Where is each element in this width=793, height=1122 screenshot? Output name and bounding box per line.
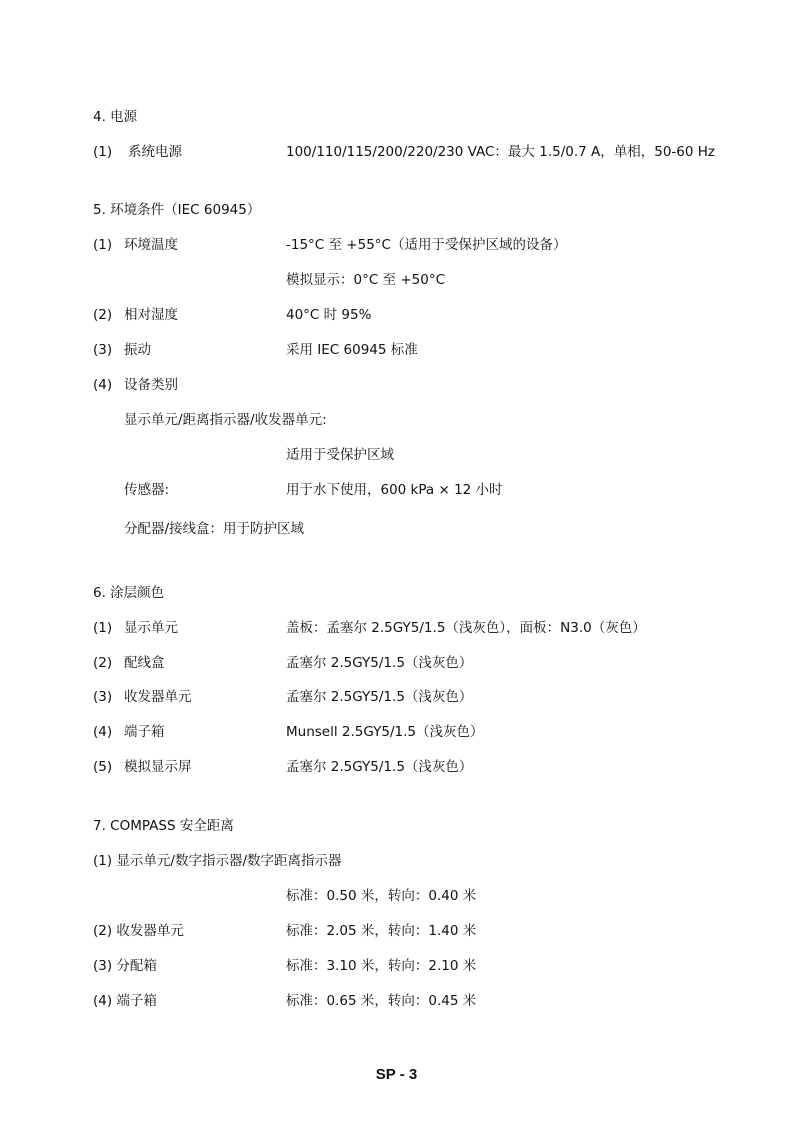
- sub-item-text: 显示单元/距离指示器/收发器单元:: [124, 412, 327, 428]
- item-label: 收发器单元: [124, 689, 192, 705]
- item-number: (4): [93, 724, 113, 740]
- item-number: (2): [93, 655, 113, 671]
- item-label: (3) 分配箱: [93, 958, 157, 974]
- item-value: 标准：0.50 米，转向：0.40 米: [286, 888, 477, 904]
- item-label: 系统电源: [128, 144, 182, 160]
- item-number: (2): [93, 307, 113, 323]
- item-number: (5): [93, 759, 113, 775]
- item-value: -15°C 至 +55°C（适用于受保护区域的设备）: [286, 237, 567, 253]
- item-value: 孟塞尔 2.5GY5/1.5（浅灰色）: [286, 655, 473, 671]
- item-value: 盖板：孟塞尔 2.5GY5/1.5（浅灰色），面板：N3.0（灰色）: [286, 620, 646, 636]
- item-value: 采用 IEC 60945 标准: [286, 342, 418, 358]
- item-number: (3): [93, 689, 113, 705]
- item-label: 环境温度: [124, 237, 178, 253]
- item-number: (3): [93, 342, 113, 358]
- item-label: (4) 端子箱: [93, 993, 157, 1009]
- item-value: 标准：3.10 米，转向：2.10 米: [286, 958, 477, 974]
- item-label: 模拟显示屏: [124, 759, 192, 775]
- page-number: SP - 3: [375, 1066, 418, 1083]
- item-value: 孟塞尔 2.5GY5/1.5（浅灰色）: [286, 689, 473, 705]
- section-7-heading: 7. COMPASS 安全距离: [93, 818, 234, 834]
- sub-item-text: 分配器/接线盒：用于防护区域: [124, 521, 305, 537]
- sub-item-value: 适用于受保护区域: [286, 447, 394, 463]
- item-value: 孟塞尔 2.5GY5/1.5（浅灰色）: [286, 759, 473, 775]
- item-value: 标准：2.05 米，转向：1.40 米: [286, 923, 477, 939]
- item-number: (1): [93, 620, 113, 636]
- section-6-heading: 6. 涂层颜色: [93, 585, 165, 601]
- item-value: 标准：0.65 米，转向：0.45 米: [286, 993, 477, 1009]
- item-label: (2) 收发器单元: [93, 923, 184, 939]
- item-label: 设备类别: [124, 377, 178, 393]
- item-value: 模拟显示：0°C 至 +50°C: [286, 272, 446, 288]
- item-label: 配线盒: [124, 655, 165, 671]
- item-value: Munsell 2.5GY5/1.5（浅灰色）: [286, 724, 484, 740]
- item-label: 端子箱: [124, 724, 165, 740]
- section-4-heading: 4. 电源: [93, 109, 138, 125]
- item-number: (1): [93, 144, 113, 160]
- item-number: (1): [93, 237, 113, 253]
- section-5-heading: 5. 环境条件（IEC 60945）: [93, 202, 261, 218]
- item-number: (4): [93, 377, 113, 393]
- sub-item-value: 用于水下使用，600 kPa × 12 小时: [286, 482, 503, 498]
- item-value: 40°C 时 95%: [286, 307, 372, 323]
- item-label: 显示单元: [124, 620, 178, 636]
- item-value: 100/110/115/200/220/230 VAC：最大 1.5/0.7 A，单相，50-60 Hz: [286, 144, 715, 160]
- sub-item-label: 传感器:: [124, 482, 170, 498]
- item-label: 相对湿度: [124, 307, 178, 323]
- item-label: 振动: [124, 342, 151, 358]
- item-label: (1) 显示单元/数字指示器/数字距离指示器: [93, 853, 342, 869]
